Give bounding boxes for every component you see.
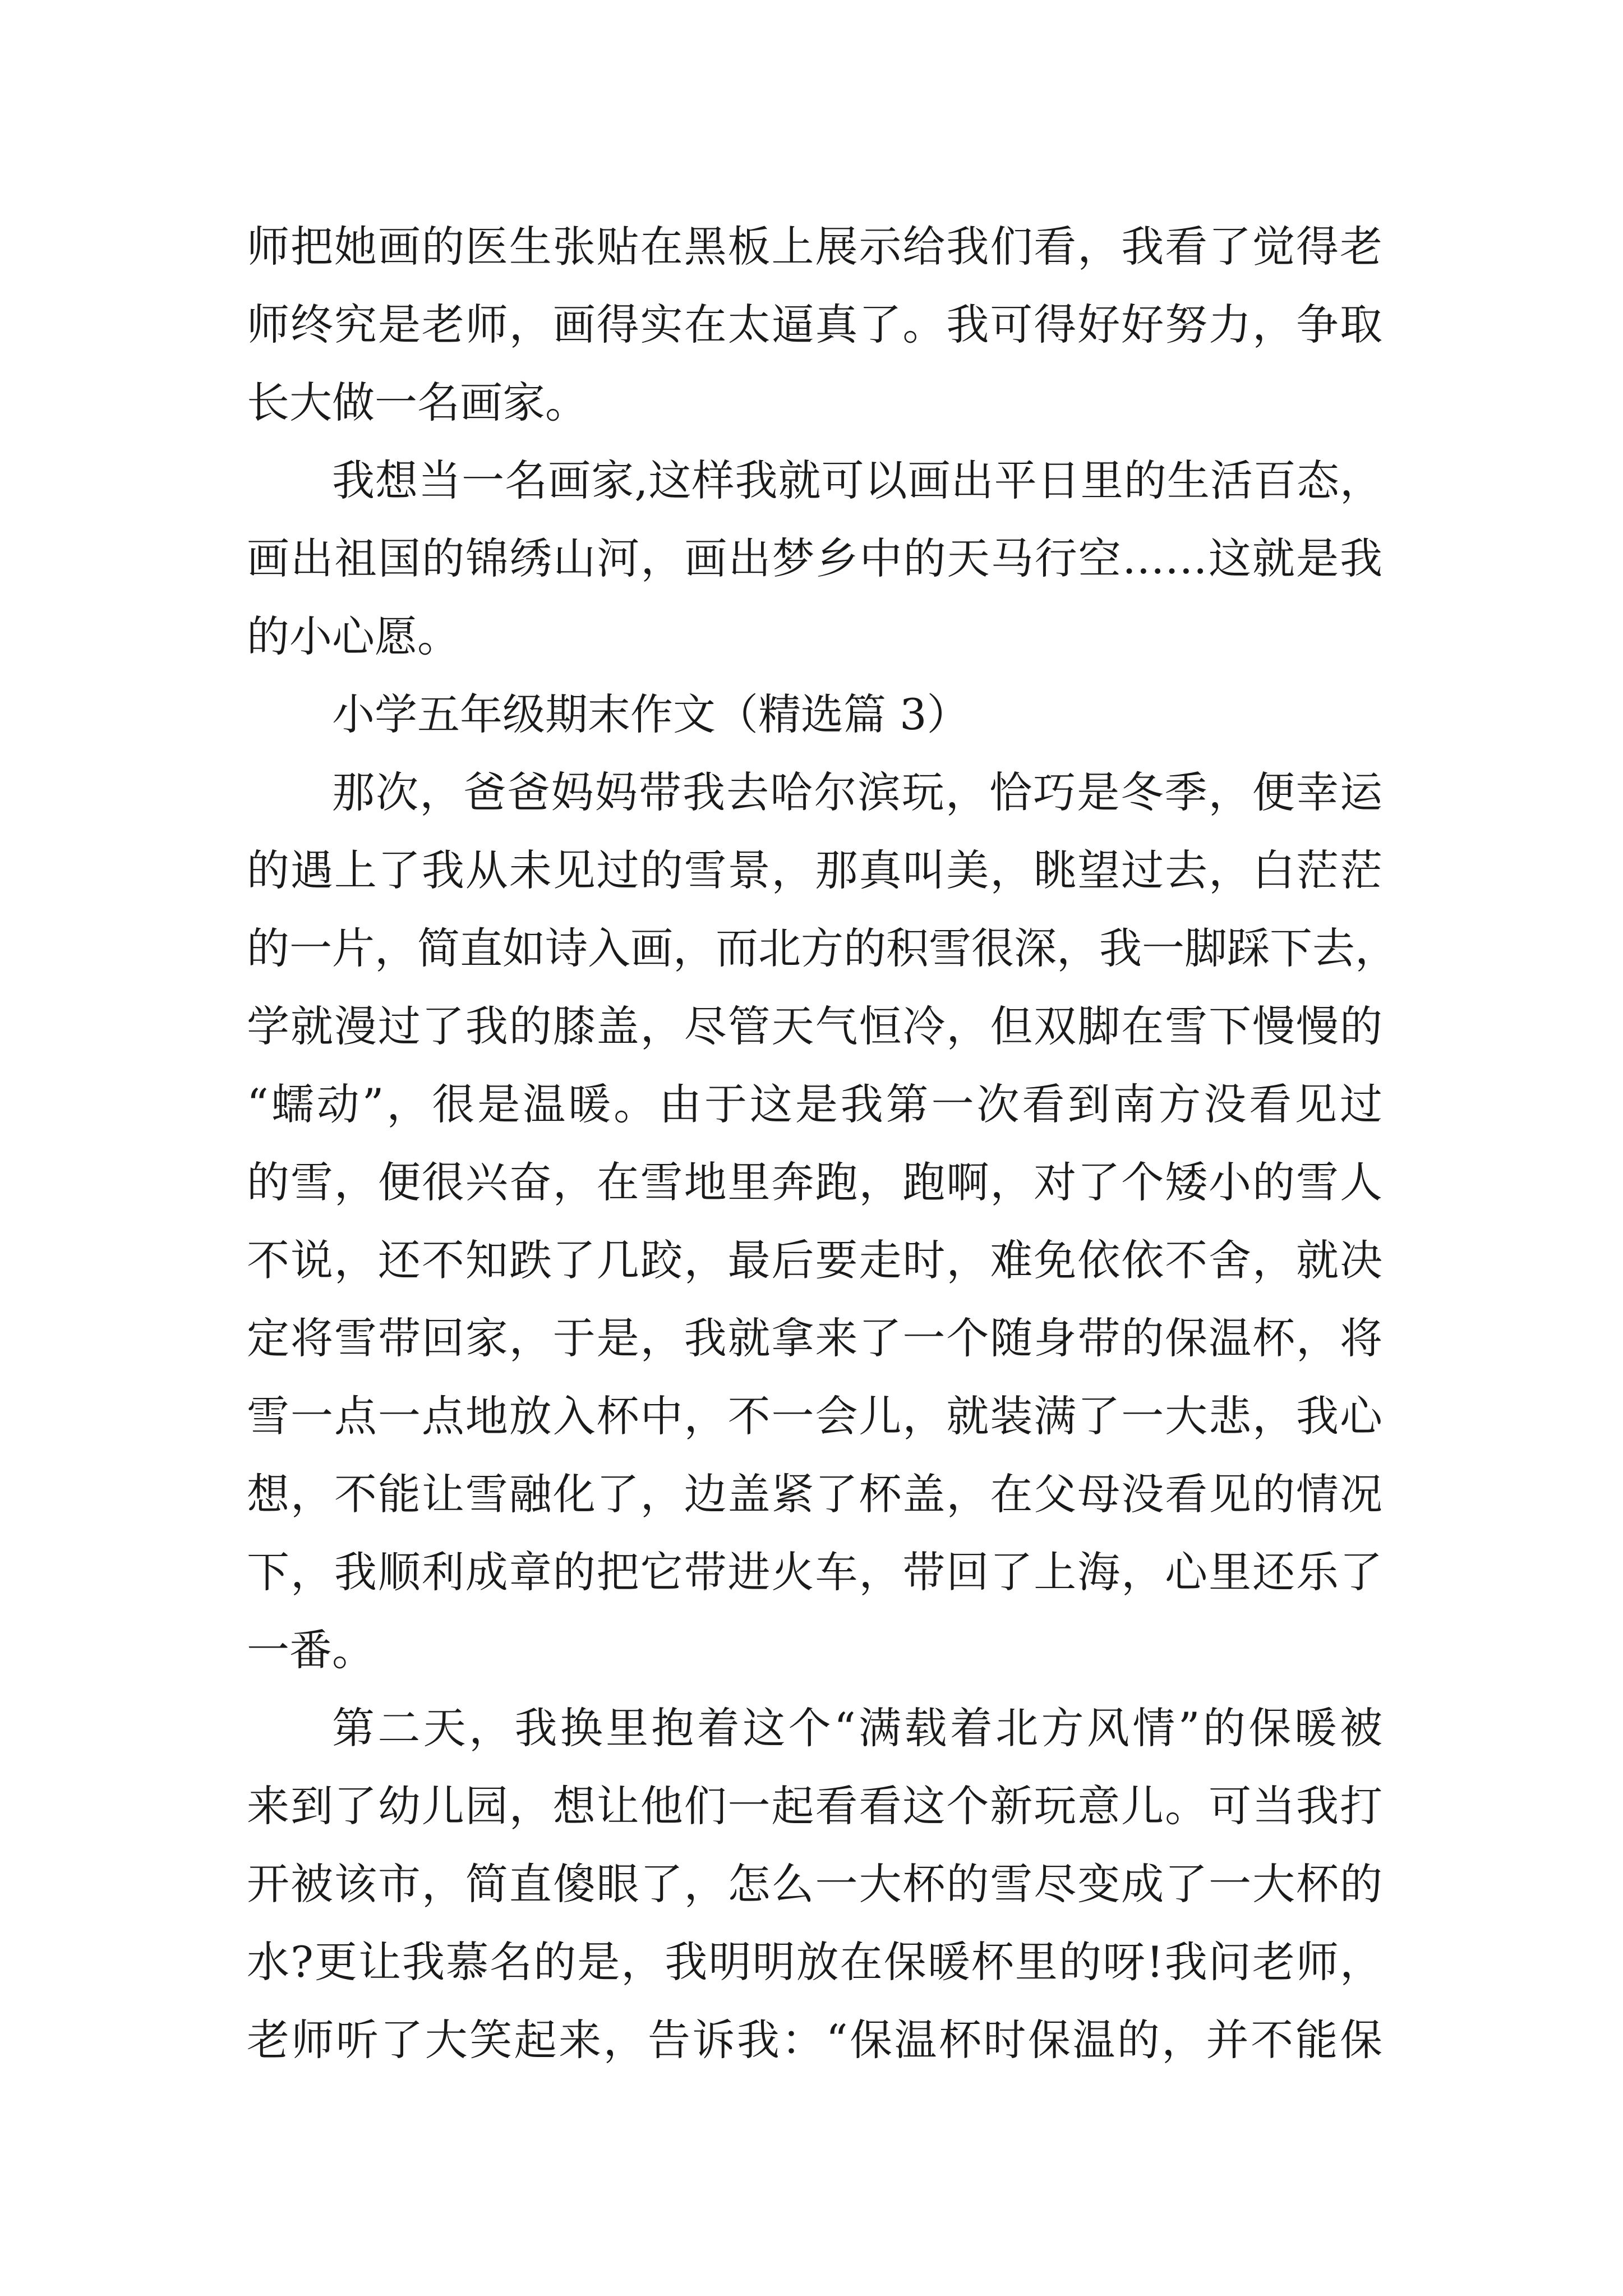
text-line: 老师听了大笑起来，告诉我：“保温杯时保温的，并不能保 (247, 2015, 1382, 2065)
text-line: 的小心愿。 (247, 611, 460, 661)
text-line: 师把她画的医生张贴在黑板上展示给我们看，我看了觉得老 (247, 222, 1382, 272)
text-line: 学就漫过了我的膝盖，尽管天气恒冷，但双脚在雪下慢慢的 (247, 1001, 1382, 1051)
text-line: 的雪，便很兴奋，在雪地里奔跑，跑啊，对了个矮小的雪人 (247, 1157, 1382, 1207)
text-line: 的一片，简直如诗入画，而北方的积雪很深，我一脚踩下去， (247, 923, 1398, 973)
text-line: “蠕动”，很是温暖。由于这是我第一次看到南方没看见过 (247, 1079, 1382, 1129)
text-line: 水?更让我慕名的是，我明明放在保暖杯里的呀!我问老师， (247, 1937, 1382, 1987)
text-line: 长大做一名画家。 (247, 378, 588, 427)
text-line: 来到了幼儿园，想让他们一起看看这个新玩意儿。可当我打 (247, 1781, 1382, 1831)
paragraph-first-line: 我想当一名画家,这样我就可以画出平日里的生活百态， (332, 455, 1382, 505)
paragraph-first-line: 那次，爸爸妈妈带我去哈尔滨玩，恰巧是冬季，便幸运 (332, 767, 1382, 817)
text-line: 师终究是老师，画得实在太逼真了。我可得好好努力，争取 (247, 300, 1382, 349)
paragraph-first-line: 第二天，我换里抱着这个“满载着北方风情”的保暖被 (332, 1703, 1382, 1753)
text-line: 下，我顺利成章的把它带进火车，带回了上海，心里还乐了 (247, 1547, 1382, 1597)
text-line: 定将雪带回家，于是，我就拿来了一个随身带的保温杯，将 (247, 1313, 1382, 1363)
text-line: 画出祖国的锦绣山河，画出梦乡中的天马行空……这就是我 (247, 533, 1382, 583)
text-line: 不说，还不知跌了几跤，最后要走时，难免依依不舍，就决 (247, 1235, 1382, 1285)
document-body (247, 208, 1398, 2079)
section-heading: 小学五年级期末作文（精选篇 3） (332, 689, 970, 739)
text-line: 开被该市，简直傻眼了，怎么一大杯的雪尽变成了一大杯的 (247, 1859, 1382, 1909)
text-line: 的遇上了我从未见过的雪景，那真叫美，眺望过去，白茫茫 (247, 845, 1382, 895)
text-line: 想，不能让雪融化了，边盖紧了杯盖，在父母没看见的情况 (247, 1469, 1382, 1519)
text-line: 一番。 (247, 1625, 375, 1675)
text-line: 雪一点一点地放入杯中，不一会儿，就装满了一大悲，我心 (247, 1391, 1382, 1441)
